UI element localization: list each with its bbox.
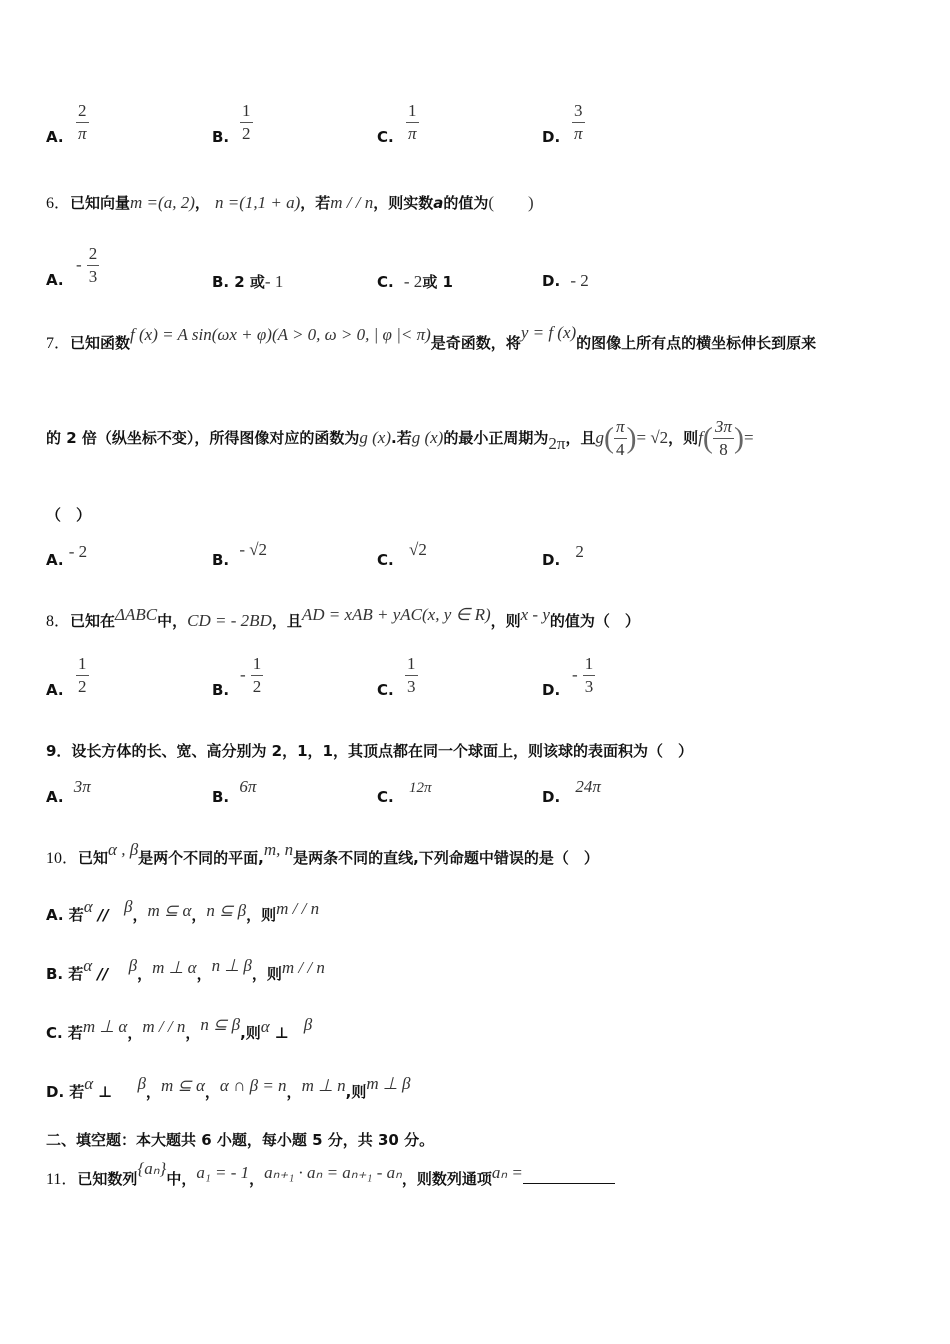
q7-option-b: B. - √2 [212,540,268,569]
q10-option-c: C. 若m ⊥ α，m / / n，n ⊆ β,则α ⊥ β [46,1015,313,1042]
question-9: 9．设长方体的长、宽、高分别为 2，1，1，其顶点都在同一个球面上，则该球的表面积为（ ） [46,742,693,760]
answer-blank[interactable] [523,1169,615,1184]
q5-option-b-label: B. [212,128,230,146]
q9-option-c: C. 12π [377,780,432,806]
q5-option-c-label: C. [377,128,394,146]
q8-option-a-value: $\frac{1}{2}$ [78,654,87,696]
q7-option-a: A. - 2 [46,542,88,569]
q10-option-d: D. 若α ⊥ β，m ⊆ α，α ∩ β = n，m ⊥ n,则m ⊥ β [46,1074,411,1101]
section-heading-fill-in: 二、填空题：本大题共 6 小题，每小题 5 分，共 30 分。 [46,1131,435,1149]
q6-option-b: B. 2 或- 1 [212,272,284,291]
question-7-paren: （ ） [46,506,92,524]
q5-option-d-label: D. [542,128,561,146]
q5-option-c-value: $\frac{1}{\pi}$ [408,101,417,143]
q6-option-d: D. - 2 [542,271,589,290]
q8-option-d-label: D. [542,681,561,699]
question-11: 11．已知数列{aₙ}中，a₁ = - 1，aₙ₊₁ · aₙ = aₙ₊₁ - aₙ，则数列通项aₙ = [46,1166,615,1189]
q8-option-a-label: A. [46,681,64,699]
q10-option-b: B. 若α // β，m ⊥ α，n ⊥ β，则m / / n [46,956,325,983]
q8-option-c-label: C. [377,681,394,699]
q6-option-a-value: - $\frac{2}{3}$ [76,244,98,286]
q5-option-d-value: $\frac{3}{\pi}$ [574,101,583,143]
q5-option-a-value: $\frac{2}{\pi}$ [78,101,87,143]
question-7-line-2: 的 2 倍（纵坐标不变），所得图像对应的函数为g (x).若g (x)的最小正周期为2π，且g( $\frac{\pi}{4}$ )= √2，则f( $\frac{3\pi}{8}$ )= [46,417,754,459]
q6-option-a-label: A. [46,271,64,289]
q10-option-a: A. 若α // β，m ⊆ α，n ⊆ β，则m / / n [46,897,320,924]
q7-option-d: D. 2 [542,542,584,569]
q9-option-d: D. 24π [542,777,601,806]
q6-option-c: C. - 2或 1 [377,272,453,291]
q9-option-a: A. 3π [46,777,91,806]
q9-option-b: B. 6π [212,777,257,806]
question-7-line-1: 7．已知函数f (x) = A sin(ωx + φ)(A > 0, ω > 0, | φ |< π)是奇函数，将y = f (x)的图像上所有点的横坐标伸长到原来 [46,323,817,352]
q8-option-c-value: $\frac{1}{3}$ [407,654,416,696]
q8-option-b-label: B. [212,681,230,699]
q7-option-c: C. √2 [377,540,427,569]
question-8: 8．已知在ΔABC中，CD = - 2BD，且AD = xAB + yAC(x, y ∈ R)，则x - y的值为（ ） [46,605,640,630]
q8-option-b-value: - $\frac{1}{2}$ [240,654,262,696]
q5-option-b-value: $\frac{1}{2}$ [242,101,251,143]
q5-option-a-label: A. [46,128,64,146]
question-10: 10．已知α , β是两个不同的平面,m, n是两条不同的直线,下列命题中错误的是（ ） [46,840,599,867]
q8-option-d-value: - $\frac{1}{3}$ [572,654,594,696]
question-6: 6．已知向量m =(a, 2)， n =(1,1 + a)，若m / / n，则实数a的值为( ) [46,193,534,212]
